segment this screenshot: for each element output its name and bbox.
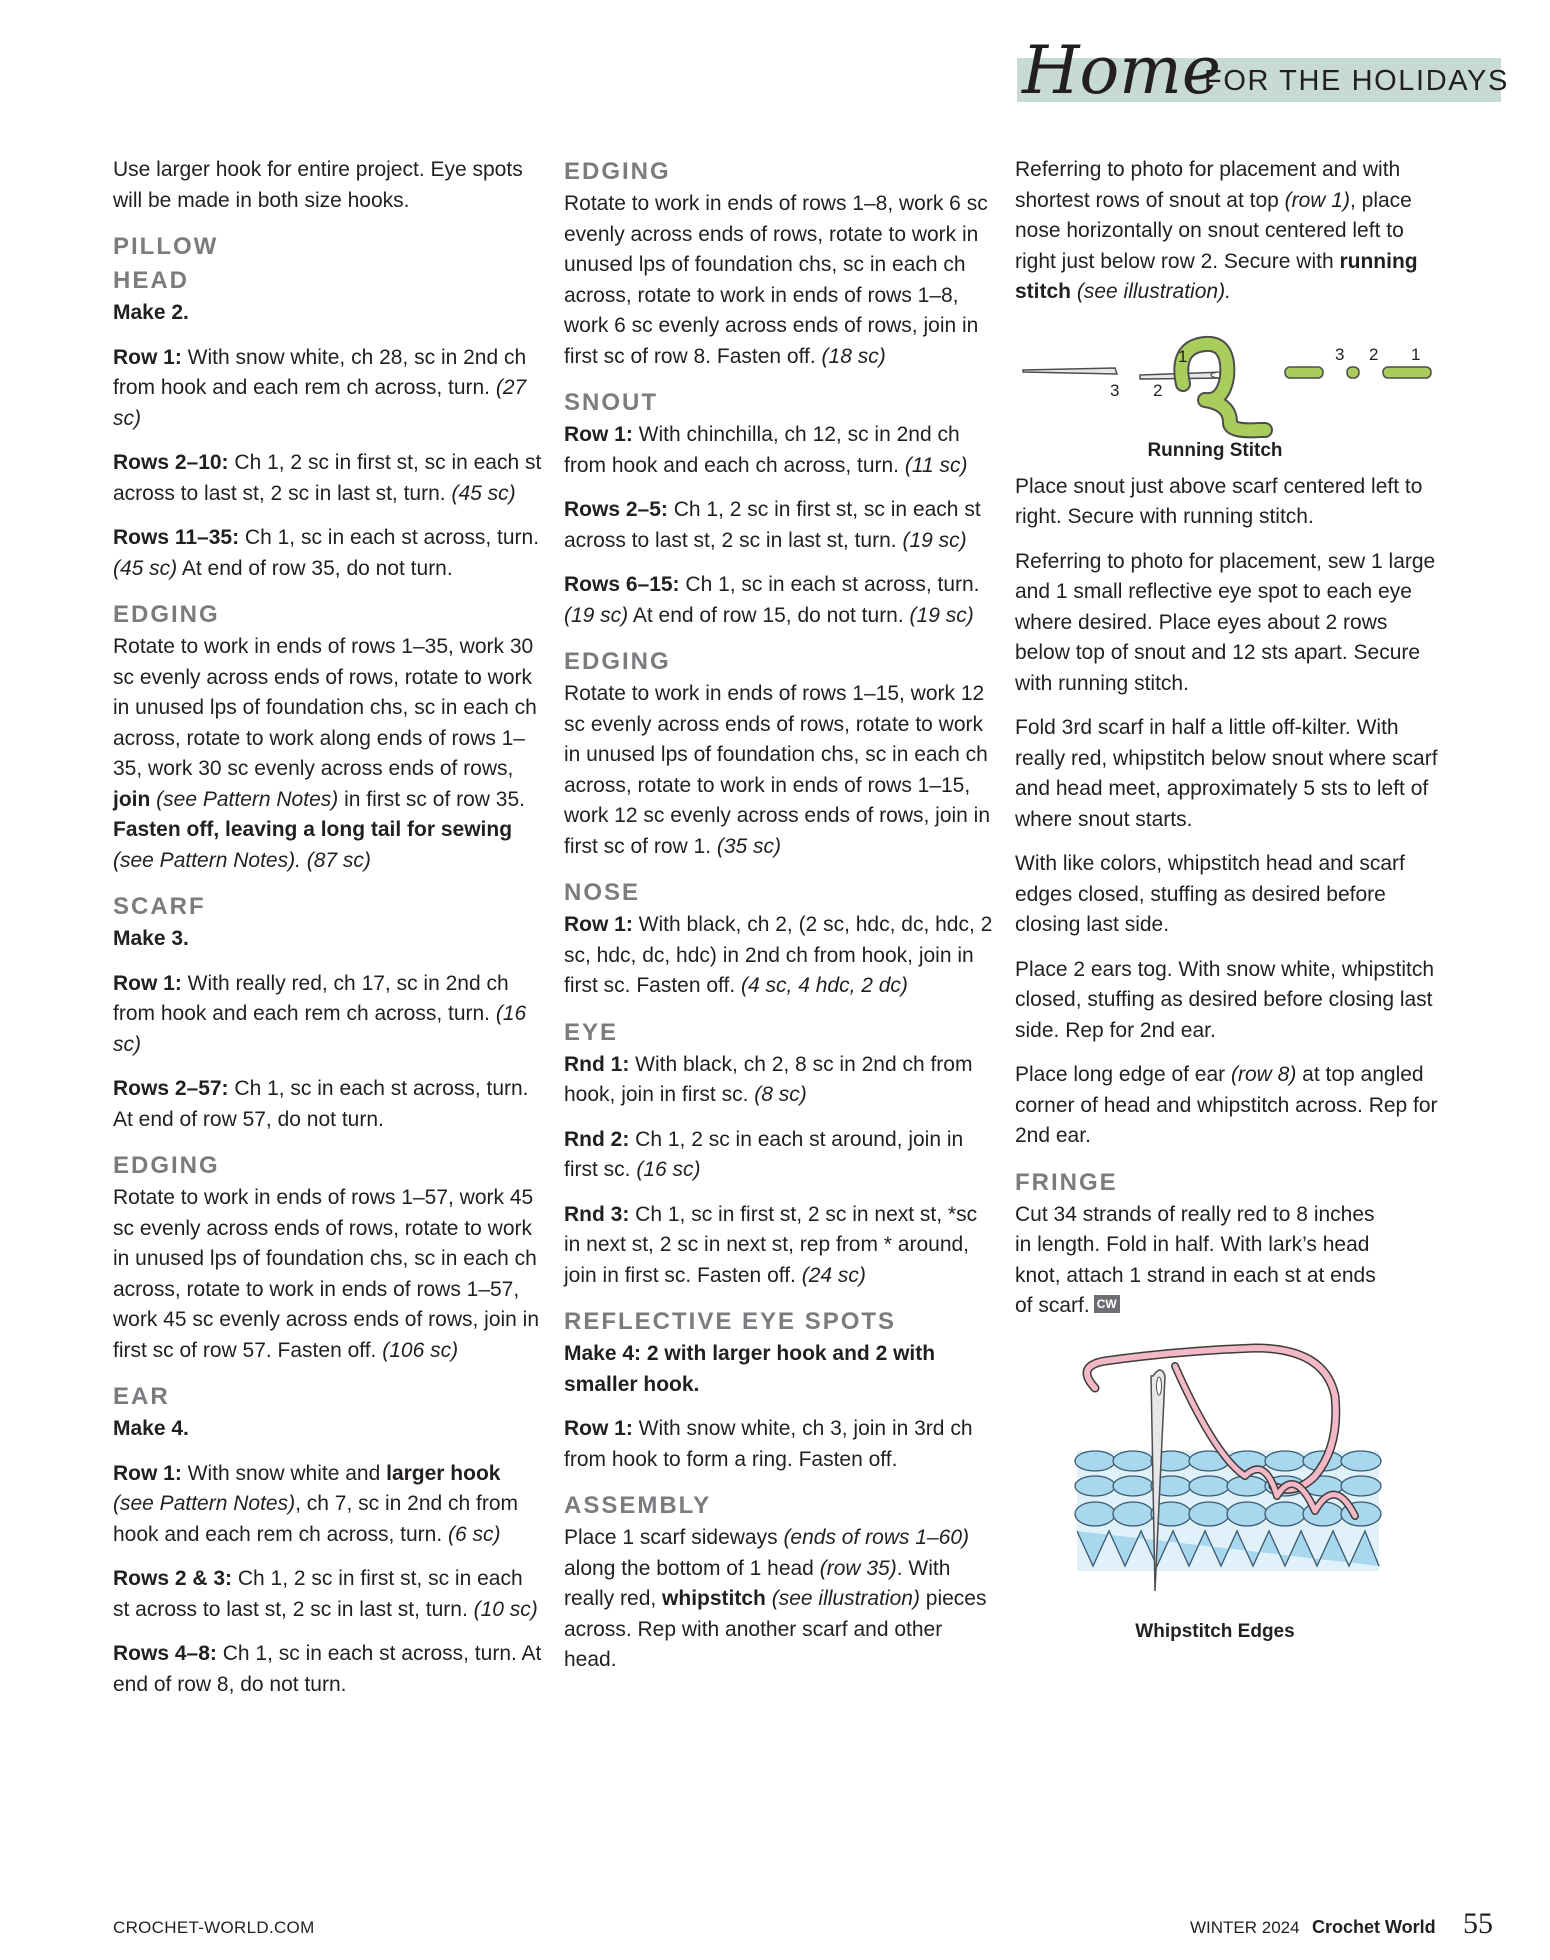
ear-edging-heading: EDGING: [564, 158, 671, 185]
stitch-dash: [1383, 367, 1431, 378]
needle-icon: [1023, 368, 1117, 374]
stitch-label: 3: [1335, 344, 1345, 364]
fringe-paragraph: Cut 34 strands of really red to 8 inches in length. Fold in half. With lark’s head knot, attach 1 strand in each st at ends of scarf. CW: [1015, 1202, 1376, 1317]
cw-end-badge: CW: [1094, 1295, 1120, 1313]
ear-heading: EAR: [113, 1383, 170, 1410]
whipstitch-illustration: [1015, 1336, 1435, 1642]
eye-spots-heading: REFLECTIVE EYE SPOTS: [564, 1308, 897, 1335]
crochet-fabric: [1075, 1451, 1381, 1571]
nose-heading: NOSE: [564, 879, 641, 906]
eye-spot-paragraph: Referring to photo for placement, sew 1 large and 1 small reflective eye spot to each eye where desired. Place eyes about 2 rows below top of snout and 12 sts apart. Secure with running stitch.: [1015, 549, 1436, 695]
head-edging-heading: EDGING: [113, 601, 220, 628]
head-row-1: Row 1: With snow white, ch 28, sc in 2nd ch from hook and each rem ch across, turn. (27 sc): [113, 345, 527, 430]
eye-heading: EYE: [564, 1018, 619, 1046]
pillow-heading: PILLOW: [113, 233, 219, 260]
assembly-paragraph: Place 1 scarf sideways (ends of rows 1–60) along the bottom of 1 head (row 35). With really red, whipstitch (see illustration) pieces across. Rep with another scarf and other head.: [564, 1526, 987, 1671]
header-script-title: Home: [1022, 32, 1221, 109]
scarf-fold-paragraph: Fold 3rd scarf in half a little off-kilter. With really red, whipstitch below snout where scarf and head meet, approximately 5 sts to left of where snout starts.: [1015, 716, 1438, 831]
nose-row-1: Row 1: With black, ch 2, (2 sc, hdc, dc, hdc, 2 sc, hdc, dc, hdc) in 2nd ch from hook, join in first sc. Fasten off. (4 sc, 4 hdc, 2 dc): [564, 913, 993, 997]
head-rows-2-10: Rows 2–10: Ch 1, 2 sc in first st, sc in each st across to last st, 2 sc in last st, turn. (45 sc): [113, 451, 542, 505]
whipstitch-graphic: [1015, 1336, 1435, 1606]
footer-magazine: Crochet World: [1312, 1917, 1436, 1937]
scarf-row-1: Row 1: With really red, ch 17, sc in 2nd ch from hook and each rem ch across, turn. (16 sc): [113, 971, 527, 1056]
ear-make: Make 4.: [113, 1417, 189, 1440]
stitch-label: 3: [1110, 380, 1120, 400]
header-tagline: FOR THE HOLIDAYS: [1204, 65, 1509, 97]
stitch-label: 1: [1178, 346, 1188, 366]
assembly-heading: ASSEMBLY: [564, 1492, 712, 1519]
stitch-label: 2: [1153, 380, 1163, 400]
snout-heading: SNOUT: [564, 389, 658, 416]
intro-paragraph: Use larger hook for entire project. Eye spots will be made in both size hooks.: [113, 158, 523, 212]
footer-site: CROCHET-WORLD.COM: [113, 1918, 315, 1937]
running-stitch-graphic: [1015, 322, 1435, 442]
page-number: 55: [1463, 1907, 1493, 1940]
stitch-label: 2: [1369, 344, 1379, 364]
stitch-dash: [1347, 367, 1359, 378]
eye-rnd-1: Rnd 1: With black, ch 2, 8 sc in 2nd ch from hook, join in first sc. (8 sc): [564, 1052, 973, 1106]
scarf-rows-2-57: Rows 2–57: Ch 1, sc in each st across, turn. At end of row 57, do not turn.: [113, 1077, 529, 1131]
snout-row-1: Row 1: With chinchilla, ch 12, sc in 2nd ch from hook and each ch across, turn. (11 sc): [564, 423, 968, 477]
head-edging-paragraph: Rotate to work in ends of rows 1–35, work 30 sc evenly across ends of rows, rotate to work in unused lps of foundation chs, sc in each ch across, rotate to work along ends of rows 1–35, work 30 sc evenly across ends of rows, join (see Pattern Notes) in first sc of row 35. Fasten off, leaving a long tail for sewing (see Pattern Notes). (87 sc): [113, 635, 537, 872]
ear-row-1: Row 1: With snow white and larger hook (see Pattern Notes), ch 7, sc in 2nd ch from hook and each rem ch across, turn. (6 sc): [113, 1461, 519, 1546]
snout-rows-6-15: Rows 6–15: Ch 1, sc in each st across, turn. (19 sc) At end of row 15, do not turn. (19 sc): [564, 573, 980, 627]
fringe-heading: FRINGE: [1015, 1168, 1118, 1196]
snout-placement-paragraph: Place snout just above scarf centered left to right. Secure with running stitch.: [1015, 474, 1423, 528]
eye-rnd-3: Rnd 3: Ch 1, sc in first st, 2 sc in next st, *sc in next st, 2 sc in next st, rep from * around, join in first sc. Fasten off. (24 sc): [564, 1202, 978, 1287]
ear-rows-2-3: Rows 2 & 3: Ch 1, 2 sc in first st, sc in each st across to last st, 2 sc in last st, turn. (10 sc): [113, 1567, 538, 1621]
running-stitch-illustration: [1015, 322, 1435, 472]
head-heading: HEAD: [113, 267, 190, 294]
column-2: [564, 155, 994, 1690]
whipstitch-edges-paragraph: With like colors, whipstitch head and scarf edges closed, stuffing as desired before closing last side.: [1015, 852, 1405, 936]
stitch-dash: [1285, 367, 1323, 378]
scarf-edging-heading: EDGING: [113, 1152, 220, 1179]
snout-edging-paragraph: Rotate to work in ends of rows 1–15, work 12 sc evenly across ends of rows, rotate to work in unused lps of foundation chs, sc in each ch across, rotate to work in ends of rows 1–15, work 12 sc evenly across ends of rows, join in first sc of row 1. (35 sc): [564, 682, 991, 858]
column-1: [113, 155, 543, 1714]
ear-edging-paragraph: Rotate to work in ends of rows 1–8, work 6 sc evenly across ends of rows, rotate to work in unused lps of foundation chs, sc in each ch across, rotate to work in ends of rows 1–8, work 6 sc evenly across ends of rows, join in first sc of row 8. Fasten off. (18 sc): [564, 192, 988, 368]
scarf-heading: SCARF: [113, 893, 206, 920]
running-stitch-caption: Running Stitch: [1147, 439, 1283, 461]
head-make: Make 2.: [113, 301, 189, 324]
scarf-make: Make 3.: [113, 927, 189, 950]
footer-issue: WINTER 2024: [1190, 1918, 1300, 1937]
scarf-edging-paragraph: Rotate to work in ends of rows 1–57, work 45 sc evenly across ends of rows, rotate to work in unused lps of foundation chs, sc in each ch across, rotate to work in ends of rows 1–57, work 45 sc evenly across ends of rows, join in first sc of row 57. Fasten off. (106 sc): [113, 1186, 540, 1362]
column-3: [1015, 155, 1445, 1642]
head-rows-11-35: Rows 11–35: Ch 1, sc in each st across, turn. (45 sc) At end of row 35, do not turn.: [113, 526, 540, 580]
ears-paragraph: Place 2 ears tog. With snow white, whipstitch closed, stuffing as desired before closing last side. Rep for 2nd ear.: [1015, 957, 1435, 1042]
eye-spots-make: Make 4: 2 with larger hook and 2 with smaller hook.: [564, 1342, 936, 1396]
ear-rows-4-8: Rows 4–8: Ch 1, sc in each st across, turn. At end of row 8, do not turn.: [113, 1642, 542, 1696]
ear-attach-paragraph: Place long edge of ear (row 8) at top angled corner of head and whipstitch across. Rep for 2nd ear.: [1015, 1063, 1438, 1147]
whipstitch-caption: Whipstitch Edges: [1135, 1620, 1295, 1642]
placement-paragraph: Referring to photo for placement and with shortest rows of snout at top (row 1), place nose horizontally on snout centered left to right just below row 2. Secure with running stitch (see illustration).: [1015, 158, 1418, 303]
eye-spots-row-1: Row 1: With snow white, ch 3, join in 3rd ch from hook to form a ring. Fasten off.: [564, 1417, 973, 1471]
snout-rows-2-5: Rows 2–5: Ch 1, 2 sc in first st, sc in each st across to last st, 2 sc in last st, turn. (19 sc): [564, 498, 981, 552]
eye-rnd-2: Rnd 2: Ch 1, 2 sc in each st around, join in first sc. (16 sc): [564, 1127, 964, 1181]
snout-edging-heading: EDGING: [564, 648, 671, 675]
stitch-label: 1: [1411, 344, 1421, 364]
